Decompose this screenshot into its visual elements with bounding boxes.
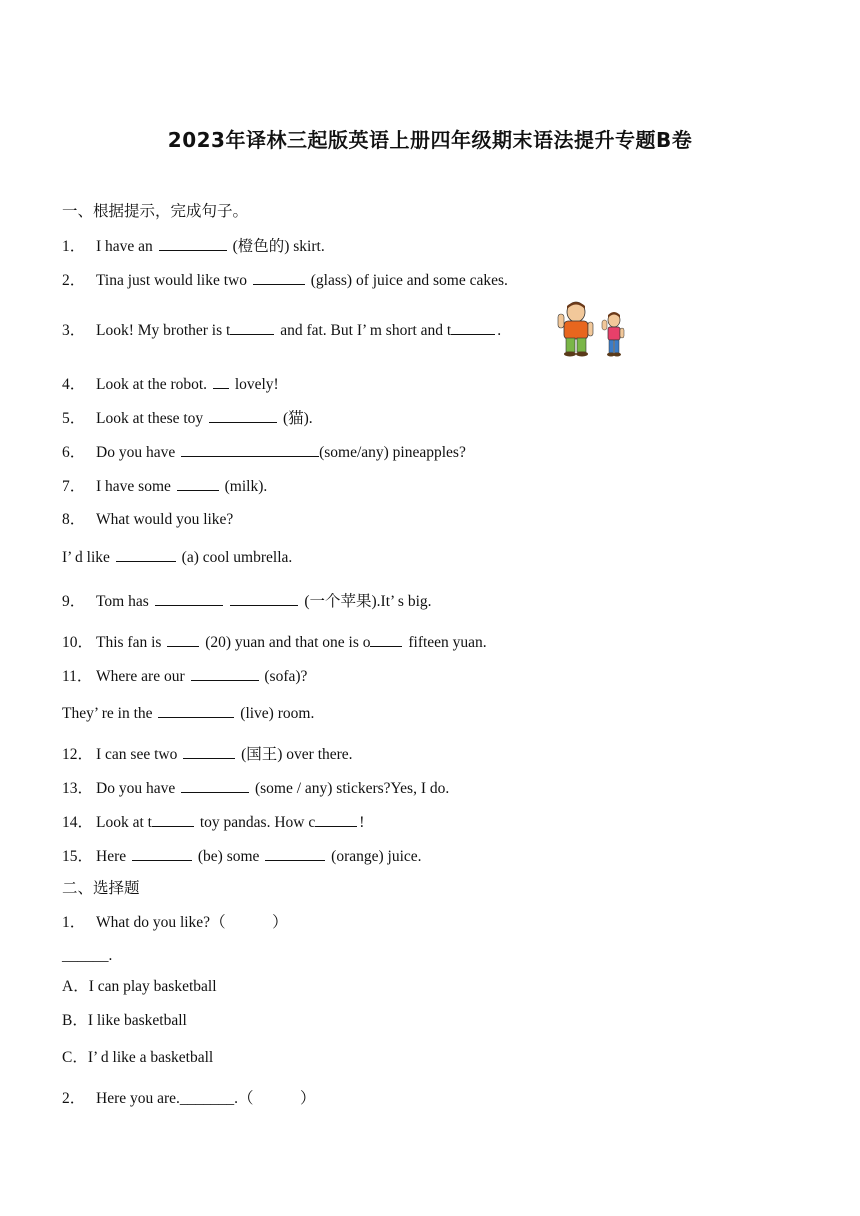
question-number: 12． — [62, 746, 94, 763]
question-text: fifteen yuan. — [408, 634, 487, 651]
answer-blank[interactable] — [155, 591, 223, 606]
question-number: 13． — [62, 780, 94, 797]
question-7 — [62, 476, 267, 497]
question-text: (猫). — [282, 410, 313, 427]
option-a[interactable]: A．I can play basketball — [62, 978, 217, 995]
question-text: I have some — [96, 478, 171, 495]
question-number: 7． — [62, 478, 86, 495]
answer-blank[interactable] — [181, 442, 319, 457]
question-number: 8． — [62, 511, 86, 528]
question-text: ! — [359, 814, 365, 831]
answer-blank[interactable] — [167, 632, 199, 647]
question-number: 4． — [62, 376, 86, 393]
question-13 — [62, 778, 449, 799]
answer-blank[interactable] — [191, 666, 259, 681]
choice-question-1 — [62, 913, 288, 933]
question-number: 1． — [62, 914, 86, 931]
question-text: (orange) juice. — [331, 848, 422, 865]
answer-blank[interactable] — [152, 812, 194, 827]
question-text: I’ d like — [62, 549, 110, 566]
two-boys-illustration — [556, 300, 636, 358]
question-8-answer-line — [62, 547, 292, 568]
question-1 — [62, 236, 325, 257]
answer-blank[interactable] — [253, 270, 305, 285]
question-text: Here you are._______.（ ） — [96, 1090, 316, 1107]
question-8 — [62, 510, 233, 530]
question-14 — [62, 812, 364, 833]
section-heading-2: 二、选择题 — [62, 880, 140, 897]
answer-blank[interactable] — [230, 320, 274, 335]
question-text: . — [497, 322, 502, 339]
question-text: Tina just would like two — [96, 272, 247, 289]
question-text: (20) yuan and that one is o — [205, 634, 371, 651]
question-number: 10． — [62, 634, 94, 651]
question-12 — [62, 744, 353, 765]
question-text: I can see two — [96, 746, 178, 763]
answer-blank[interactable] — [159, 236, 227, 251]
question-number: 15． — [62, 848, 94, 865]
question-number: 14． — [62, 814, 94, 831]
question-9 — [62, 591, 432, 612]
question-text: (some / any) stickers?Yes, I do. — [254, 780, 450, 797]
question-text: What would you like? — [96, 511, 234, 528]
question-text: (milk). — [224, 478, 268, 495]
question-3 — [62, 320, 501, 341]
question-text: (sofa)? — [264, 668, 308, 685]
question-text: Here — [96, 848, 127, 865]
answer-blank[interactable] — [370, 632, 402, 647]
answer-blank[interactable] — [177, 476, 219, 491]
question-text: (橙色的) skirt. — [232, 238, 325, 255]
question-number: 9． — [62, 593, 86, 610]
answer-blank[interactable] — [183, 744, 235, 759]
question-text: Do you have — [96, 444, 176, 461]
answer-blank[interactable] — [451, 320, 495, 335]
question-text: (glass) of juice and some cakes. — [310, 272, 508, 289]
question-text: Do you have — [96, 780, 176, 797]
question-number: 5． — [62, 410, 86, 427]
question-text: This fan is — [96, 634, 162, 651]
choice-question-1-blank: ______. — [62, 947, 113, 964]
question-text: (一个苹果).It’ s big. — [304, 593, 432, 610]
question-11 — [62, 666, 307, 687]
question-text: I have an — [96, 238, 153, 255]
question-number: 6． — [62, 444, 86, 461]
question-text: Look! My brother is t — [96, 322, 231, 339]
answer-blank[interactable] — [158, 703, 234, 718]
question-text: (some/any) pineapples? — [319, 444, 466, 461]
question-11-answer-line — [62, 703, 314, 724]
option-b[interactable]: B．I like basketball — [62, 1012, 187, 1029]
answer-blank[interactable] — [230, 591, 298, 606]
question-number: 2． — [62, 1090, 86, 1107]
page-title: 2023年译林三起版英语上册四年级期末语法提升专题B卷 — [167, 128, 693, 152]
question-text: (live) room. — [240, 705, 315, 722]
question-text: They’ re in the — [62, 705, 153, 722]
question-4 — [62, 374, 279, 395]
question-5 — [62, 408, 313, 429]
question-2 — [62, 270, 508, 291]
question-text: Tom has — [96, 593, 149, 610]
answer-blank[interactable] — [315, 812, 357, 827]
answer-blank[interactable] — [116, 547, 176, 562]
answer-blank[interactable] — [209, 408, 277, 423]
question-text: lovely! — [234, 376, 279, 393]
question-10 — [62, 632, 487, 653]
question-number: 1． — [62, 238, 86, 255]
question-6 — [62, 442, 466, 463]
question-text: (be) some — [197, 848, 260, 865]
question-text: What do you like?（ ） — [96, 914, 288, 931]
answer-blank[interactable] — [213, 374, 229, 389]
question-text: Look at these toy — [96, 410, 204, 427]
question-15 — [62, 846, 422, 867]
question-text: Look at the robot. — [96, 376, 208, 393]
question-number: 11． — [62, 668, 93, 685]
section-heading-1: 一、根据提示，完成句子。 — [62, 203, 249, 220]
question-number: 3． — [62, 322, 86, 339]
answer-blank[interactable] — [132, 846, 192, 861]
question-text: and fat. But I’ m short and t — [280, 322, 452, 339]
choice-question-2 — [62, 1089, 316, 1109]
question-text: toy pandas. How c — [199, 814, 316, 831]
answer-blank[interactable] — [265, 846, 325, 861]
question-text: Where are our — [96, 668, 185, 685]
question-text: Look at t — [96, 814, 152, 831]
question-number: 2． — [62, 272, 86, 289]
option-c[interactable]: C．I’ d like a basketball — [62, 1049, 214, 1066]
question-text: (a) cool umbrella. — [181, 549, 293, 566]
answer-blank[interactable] — [181, 778, 249, 793]
question-text: (国王) over there. — [241, 746, 353, 763]
